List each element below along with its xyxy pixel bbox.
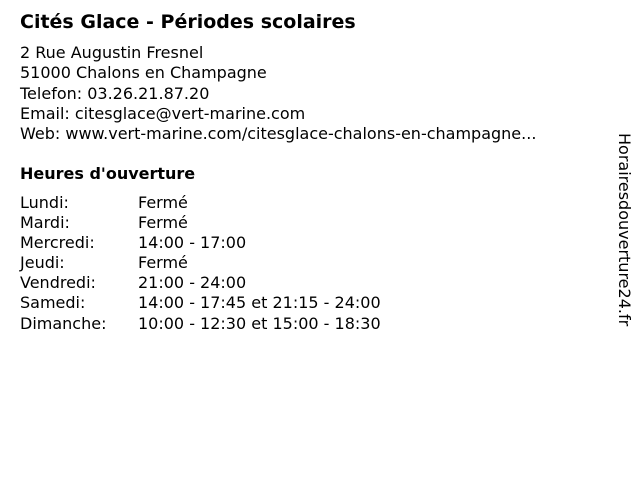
day-hours: 14:00 - 17:45 et 21:15 - 24:00 [138,293,381,313]
day-label: Lundi: [20,193,69,212]
site-watermark: Horairesdouverture24.fr [615,133,634,327]
email-line: Email: citesglace@vert-marine.com [20,103,306,123]
page-title: Cités Glace - Périodes scolaires [20,11,356,33]
day-label: Samedi: [20,293,86,313]
street-address: 2 Rue Augustin Fresnel [20,43,204,62]
day-hours: 14:00 - 17:00 [138,233,247,253]
day-label: Jeudi: [20,253,65,273]
phone-line: Telefon: 03.26.21.87.20 [20,83,210,103]
day-label: Mercredi: [20,233,95,253]
web-line: Web: www.vert-marine.com/citesglace-chalons-en-champagne... [20,124,537,144]
day-hours: Fermé [138,193,188,212]
city-address: 51000 Chalons en Champagne [20,63,267,83]
day-hours: 10:00 - 12:30 et 15:00 - 18:30 [138,313,381,333]
day-label: Vendredi: [20,273,96,293]
opening-hours-heading: Heures d'ouverture [20,164,196,183]
day-label: Mardi: [20,213,70,233]
day-hours: Fermé [138,253,188,273]
contact-info [20,43,536,144]
day-hours: 21:00 - 24:00 [138,273,247,293]
day-label: Dimanche: [20,313,107,333]
day-hours: Fermé [138,213,188,233]
